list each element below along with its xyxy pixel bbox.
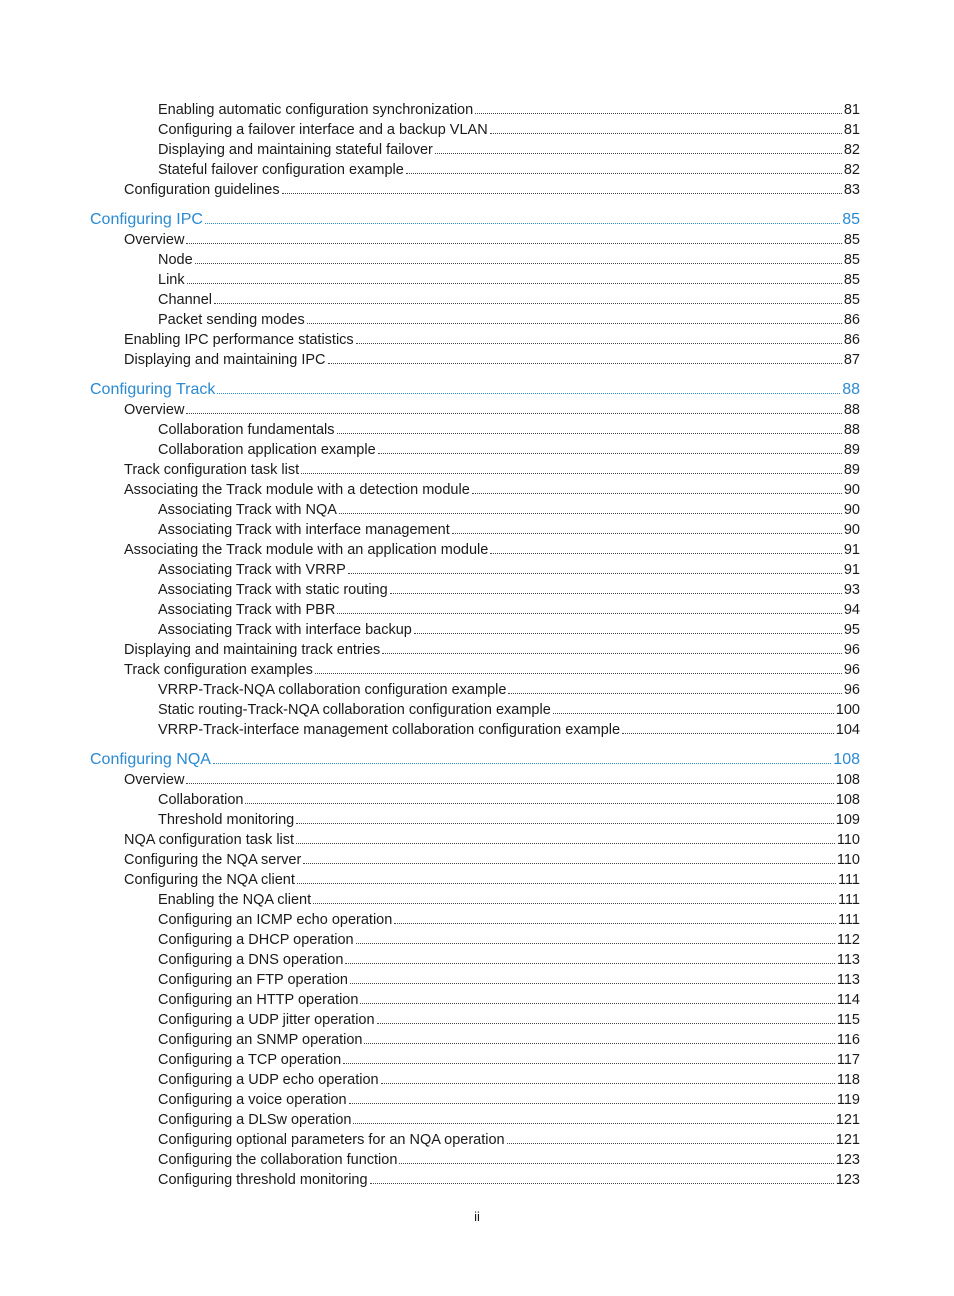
dot-leader xyxy=(378,452,842,454)
toc-entry-title: Stateful failover configuration example xyxy=(158,162,404,178)
toc-entry[interactable] xyxy=(158,620,860,640)
toc-entry-page: 121 xyxy=(835,1132,860,1148)
toc-entry-title: Configuring an SNMP operation xyxy=(158,1032,363,1048)
toc-entry-title: Threshold monitoring xyxy=(158,812,295,828)
toc-entry-title: Configuring optional parameters for an NQA operation xyxy=(158,1132,505,1148)
dot-leader xyxy=(370,1182,834,1184)
dot-leader xyxy=(475,112,842,114)
toc-chapter-entry[interactable] xyxy=(90,379,860,400)
dot-leader xyxy=(356,942,835,944)
toc-entry[interactable] xyxy=(158,100,860,120)
toc-entry-title: Associating Track with VRRP xyxy=(158,562,346,578)
toc-entry[interactable] xyxy=(158,950,860,970)
toc-entry[interactable] xyxy=(124,540,860,560)
dot-leader xyxy=(303,862,835,864)
dot-leader xyxy=(452,532,842,534)
toc-entry-title: Configuring a DHCP operation xyxy=(158,932,354,948)
toc-entry-title: Configuring IPC xyxy=(90,211,203,228)
dot-leader xyxy=(339,512,842,514)
toc-entry-page: 113 xyxy=(836,972,860,988)
toc-entry[interactable] xyxy=(158,250,860,270)
toc-entry[interactable] xyxy=(158,810,860,830)
toc-entry[interactable] xyxy=(158,990,860,1010)
toc-entry-page: 116 xyxy=(836,1032,860,1048)
toc-entry-page: 100 xyxy=(835,702,860,718)
toc-entry-title: Collaboration fundamentals xyxy=(158,422,335,438)
toc-entry-title: Channel xyxy=(158,292,213,308)
toc-entry-title: Enabling the NQA client xyxy=(158,892,312,908)
toc-entry-page: 85 xyxy=(842,211,860,228)
toc-entry-page: 117 xyxy=(836,1052,860,1068)
toc-entry-title: Associating the Track module with an application module xyxy=(124,542,489,558)
dot-leader xyxy=(345,962,834,964)
toc-entry-page: 93 xyxy=(843,582,860,598)
toc-entry[interactable] xyxy=(158,560,860,580)
dot-leader xyxy=(377,1022,835,1024)
toc-entry-title: Associating Track with interface management xyxy=(158,522,450,538)
toc-entry-page: 86 xyxy=(843,312,860,328)
dot-leader xyxy=(328,362,842,364)
dot-leader xyxy=(296,842,835,844)
dot-leader xyxy=(205,222,840,224)
dot-leader xyxy=(622,732,834,734)
toc-entry-page: 118 xyxy=(836,1072,860,1088)
toc-entry-title: Overview xyxy=(124,402,185,418)
toc-entry-page: 108 xyxy=(835,772,860,788)
toc-entry-page: 104 xyxy=(835,722,860,738)
dot-leader xyxy=(214,302,842,304)
toc-entry-page: 89 xyxy=(843,442,860,458)
toc-entry-page: 110 xyxy=(836,852,860,868)
toc-entry[interactable] xyxy=(158,420,860,440)
dot-leader xyxy=(414,632,842,634)
dot-leader xyxy=(307,322,842,324)
dot-leader xyxy=(381,1082,835,1084)
toc-entry-title: Associating the Track module with a detection module xyxy=(124,482,470,498)
toc-entry-title: Enabling automatic configuration synchronization xyxy=(158,102,474,118)
dot-leader xyxy=(507,1142,834,1144)
toc-entry[interactable] xyxy=(158,120,860,140)
table-of-contents xyxy=(0,100,954,1190)
toc-entry[interactable] xyxy=(158,890,860,910)
toc-entry-page: 82 xyxy=(843,162,860,178)
toc-entry-page: 95 xyxy=(843,622,860,638)
toc-entry-page: 96 xyxy=(843,682,860,698)
toc-entry[interactable] xyxy=(158,1010,860,1030)
toc-entry-title: Associating Track with NQA xyxy=(158,502,337,518)
page-number: ii xyxy=(474,1209,480,1224)
dot-leader xyxy=(348,572,842,574)
toc-entry[interactable] xyxy=(158,520,860,540)
dot-leader xyxy=(213,762,831,764)
dot-leader xyxy=(508,692,841,694)
dot-leader xyxy=(349,1102,835,1104)
toc-entry-title: Configuring threshold monitoring xyxy=(158,1172,368,1188)
dot-leader xyxy=(390,592,842,594)
toc-entry[interactable] xyxy=(158,1150,860,1170)
toc-entry-page: 111 xyxy=(837,872,860,888)
toc-entry-page: 111 xyxy=(837,892,860,908)
toc-entry-page: 85 xyxy=(843,232,860,248)
toc-entry[interactable] xyxy=(124,350,860,370)
toc-entry-title: Configuration guidelines xyxy=(124,182,280,198)
dot-leader xyxy=(343,1062,835,1064)
dot-leader xyxy=(350,982,835,984)
toc-entry[interactable] xyxy=(158,910,860,930)
dot-leader xyxy=(353,1122,833,1124)
dot-leader xyxy=(186,412,841,414)
toc-entry[interactable] xyxy=(158,700,860,720)
toc-entry-page: 109 xyxy=(835,812,860,828)
toc-entry-title: Collaboration application example xyxy=(158,442,376,458)
dot-leader xyxy=(187,282,842,284)
dot-leader xyxy=(301,472,842,474)
toc-entry-page: 112 xyxy=(836,932,860,948)
dot-leader xyxy=(472,492,842,494)
toc-entry[interactable] xyxy=(158,270,860,290)
toc-entry-page: 88 xyxy=(843,422,860,438)
toc-entry-page: 83 xyxy=(843,182,860,198)
dot-leader xyxy=(297,882,836,884)
toc-entry-title: Configuring NQA xyxy=(90,751,211,768)
toc-entry[interactable] xyxy=(158,580,860,600)
dot-leader xyxy=(282,192,842,194)
toc-entry-title: Collaboration xyxy=(158,792,244,808)
toc-entry-page: 119 xyxy=(836,1092,860,1108)
toc-entry-title: Associating Track with PBR xyxy=(158,602,336,618)
toc-entry-page: 123 xyxy=(835,1172,860,1188)
dot-leader xyxy=(296,822,834,824)
toc-entry-title: Configuring an FTP operation xyxy=(158,972,348,988)
toc-entry[interactable] xyxy=(158,790,860,810)
dot-leader xyxy=(217,392,840,394)
toc-entry[interactable] xyxy=(158,1090,860,1110)
toc-entry-title: Configuring an HTTP operation xyxy=(158,992,359,1008)
toc-entry-title: Associating Track with interface backup xyxy=(158,622,412,638)
toc-entry-title: Enabling IPC performance statistics xyxy=(124,332,354,348)
dot-leader xyxy=(337,432,842,434)
toc-entry-title: Configuring Track xyxy=(90,381,216,398)
dot-leader xyxy=(382,652,842,654)
toc-chapter-entry[interactable] xyxy=(90,209,860,230)
dot-leader xyxy=(394,922,836,924)
toc-entry[interactable] xyxy=(124,330,860,350)
toc-entry-title: VRRP-Track-interface management collaboration configuration example xyxy=(158,722,621,738)
toc-entry-page: 91 xyxy=(843,542,860,558)
toc-entry-page: 111 xyxy=(837,912,860,928)
toc-entry-page: 82 xyxy=(843,142,860,158)
toc-entry[interactable] xyxy=(158,1050,860,1070)
dot-leader xyxy=(490,132,842,134)
toc-entry-title: Configuring a DNS operation xyxy=(158,952,344,968)
toc-entry-title: Associating Track with static routing xyxy=(158,582,388,598)
toc-entry-title: Configuring a UDP jitter operation xyxy=(158,1012,375,1028)
toc-entry-page: 86 xyxy=(843,332,860,348)
toc-entry[interactable] xyxy=(124,460,860,480)
toc-entry-page: 123 xyxy=(835,1152,860,1168)
toc-entry-page: 114 xyxy=(836,992,860,1008)
toc-entry-page: 96 xyxy=(843,662,860,678)
toc-entry-title: Static routing-Track-NQA collaboration configuration example xyxy=(158,702,551,718)
toc-entry[interactable] xyxy=(124,830,860,850)
dot-leader xyxy=(360,1002,834,1004)
toc-entry-title: Configuring an ICMP echo operation xyxy=(158,912,393,928)
toc-entry-title: Configuring the collaboration function xyxy=(158,1152,398,1168)
toc-entry-page: 115 xyxy=(836,1012,860,1028)
toc-entry-page: 81 xyxy=(843,122,860,138)
toc-entry-title: Link xyxy=(158,272,185,288)
toc-entry-page: 88 xyxy=(843,402,860,418)
toc-entry-page: 110 xyxy=(836,832,860,848)
toc-entry[interactable] xyxy=(124,230,860,250)
toc-entry-page: 96 xyxy=(843,642,860,658)
toc-entry-page: 121 xyxy=(835,1112,860,1128)
toc-entry-title: Displaying and maintaining IPC xyxy=(124,352,326,368)
toc-entry[interactable] xyxy=(158,1110,860,1130)
toc-entry[interactable] xyxy=(124,400,860,420)
toc-entry-page: 85 xyxy=(843,252,860,268)
toc-entry[interactable] xyxy=(158,440,860,460)
toc-entry-title: NQA configuration task list xyxy=(124,832,295,848)
toc-entry-page: 85 xyxy=(843,272,860,288)
toc-entry-title: Configuring the NQA client xyxy=(124,872,295,888)
toc-entry[interactable] xyxy=(158,1130,860,1150)
toc-entry-page: 90 xyxy=(843,502,860,518)
dot-leader xyxy=(186,242,841,244)
toc-chapter-entry[interactable] xyxy=(90,749,860,770)
toc-entry[interactable] xyxy=(124,850,860,870)
toc-entry-page: 113 xyxy=(836,952,860,968)
dot-leader xyxy=(337,612,842,614)
toc-entry-title: Displaying and maintaining stateful failover xyxy=(158,142,433,158)
toc-entry-page: 85 xyxy=(843,292,860,308)
toc-entry-title: Packet sending modes xyxy=(158,312,305,328)
toc-entry[interactable] xyxy=(124,180,860,200)
dot-leader xyxy=(435,152,842,154)
toc-entry-page: 88 xyxy=(842,381,860,398)
toc-entry[interactable] xyxy=(158,970,860,990)
toc-entry[interactable] xyxy=(158,720,860,740)
toc-entry[interactable] xyxy=(158,310,860,330)
dot-leader xyxy=(356,342,842,344)
toc-entry[interactable] xyxy=(158,930,860,950)
dot-leader xyxy=(490,552,842,554)
toc-entry-page: 87 xyxy=(843,352,860,368)
dot-leader xyxy=(313,902,836,904)
toc-entry[interactable] xyxy=(158,160,860,180)
toc-entry-page: 90 xyxy=(843,482,860,498)
toc-entry[interactable] xyxy=(158,1030,860,1050)
toc-entry[interactable] xyxy=(158,290,860,310)
toc-entry-page: 81 xyxy=(843,102,860,118)
toc-entry-title: VRRP-Track-NQA collaboration configuration example xyxy=(158,682,507,698)
toc-entry-title: Overview xyxy=(124,772,185,788)
toc-entry-title: Configuring the NQA server xyxy=(124,852,302,868)
toc-entry-page: 108 xyxy=(835,792,860,808)
dot-leader xyxy=(186,782,833,784)
dot-leader xyxy=(364,1042,834,1044)
toc-entry[interactable] xyxy=(158,1070,860,1090)
dot-leader xyxy=(399,1162,833,1164)
toc-entry[interactable] xyxy=(158,1170,860,1190)
toc-entry[interactable] xyxy=(124,660,860,680)
toc-entry-title: Configuring a TCP operation xyxy=(158,1052,342,1068)
dot-leader xyxy=(195,262,842,264)
dot-leader xyxy=(553,712,834,714)
toc-entry-title: Track configuration task list xyxy=(124,462,300,478)
toc-entry[interactable] xyxy=(158,140,860,160)
toc-entry-title: Overview xyxy=(124,232,185,248)
toc-entry-page: 91 xyxy=(843,562,860,578)
toc-entry[interactable] xyxy=(158,680,860,700)
toc-entry-title: Configuring a failover interface and a backup VLAN xyxy=(158,122,488,138)
toc-entry-page: 94 xyxy=(843,602,860,618)
dot-leader xyxy=(406,172,842,174)
toc-entry-title: Configuring a DLSw operation xyxy=(158,1112,352,1128)
dot-leader xyxy=(315,672,842,674)
toc-entry-page: 90 xyxy=(843,522,860,538)
toc-entry-title: Node xyxy=(158,252,193,268)
toc-entry-page: 89 xyxy=(843,462,860,478)
toc-entry-page: 108 xyxy=(833,751,860,768)
toc-entry[interactable] xyxy=(124,640,860,660)
toc-entry[interactable] xyxy=(158,500,860,520)
toc-entry[interactable] xyxy=(124,770,860,790)
dot-leader xyxy=(245,802,833,804)
toc-entry[interactable] xyxy=(158,600,860,620)
toc-entry[interactable] xyxy=(124,480,860,500)
toc-entry-title: Track configuration examples xyxy=(124,662,313,678)
toc-entry-title: Configuring a voice operation xyxy=(158,1092,347,1108)
toc-entry-title: Displaying and maintaining track entries xyxy=(124,642,381,658)
toc-entry[interactable] xyxy=(124,870,860,890)
toc-entry-title: Configuring a UDP echo operation xyxy=(158,1072,379,1088)
